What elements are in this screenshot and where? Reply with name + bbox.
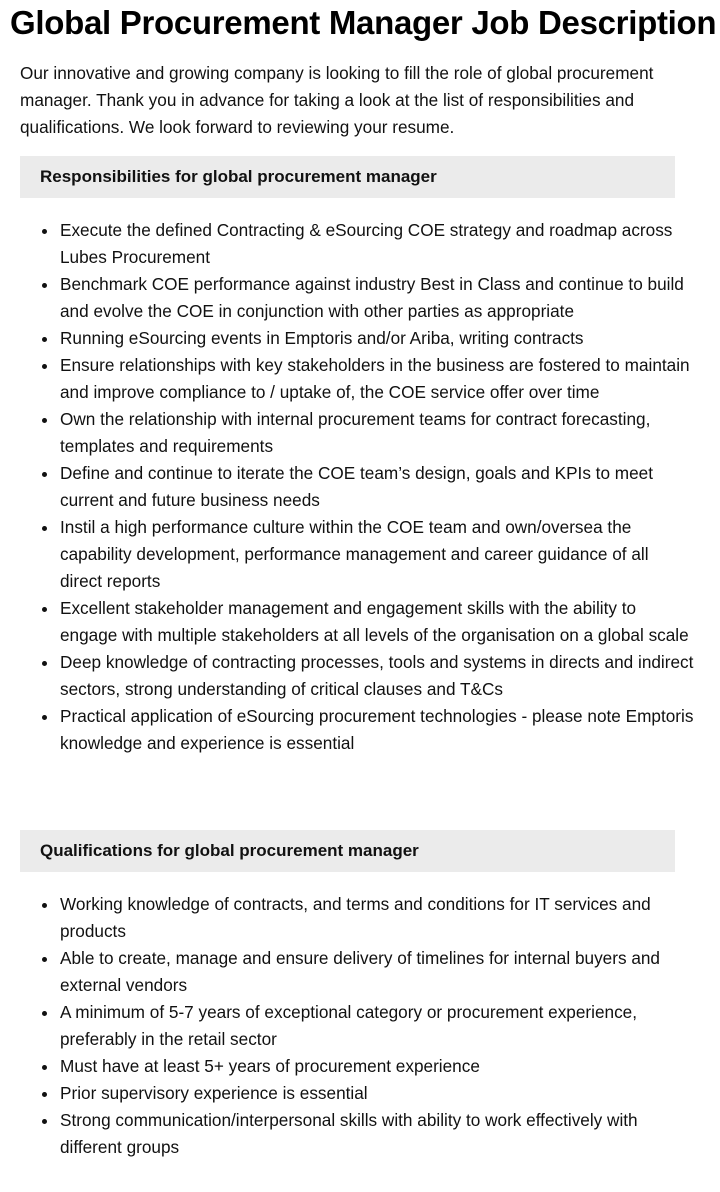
qualifications-list [20,891,695,1161]
list-item: Able to create, manage and ensure delivery of timelines for internal buyers and external vendors [60,945,695,999]
list-item: Benchmark COE performance against industry Best in Class and continue to build and evolve the COE in conjunction with other parties as appropriate [60,271,695,325]
list-item: Strong communication/interpersonal skills with ability to work effectively with different groups [60,1107,695,1161]
list-item: Practical application of eSourcing procurement technologies - please note Emptoris knowledge and experience is essential [60,703,695,757]
list-item: Running eSourcing events in Emptoris and/or Ariba, writing contracts [60,325,695,352]
list-item: A minimum of 5-7 years of exceptional category or procurement experience, preferably in the retail sector [60,999,695,1053]
list-item: Own the relationship with internal procurement teams for contract forecasting, templates and requirements [60,406,695,460]
list-item: Define and continue to iterate the COE team’s design, goals and KPIs to meet current and future business needs [60,460,695,514]
qualifications-heading: Qualifications for global procurement manager [20,830,675,872]
list-item: Prior supervisory experience is essential [60,1080,695,1107]
intro-paragraph: Our innovative and growing company is looking to fill the role of global procurement manager. Thank you in advance for taking a look at the list of responsibilities and qualifications. We look forward to reviewing your resume. [20,63,654,137]
list-item: Ensure relationships with key stakeholders in the business are fostered to maintain and improve compliance to / uptake of, the COE service offer over time [60,352,695,406]
list-item: Deep knowledge of contracting processes, tools and systems in directs and indirect sectors, strong understanding of critical clauses and T&Cs [60,649,695,703]
list-item: Execute the defined Contracting & eSourcing COE strategy and roadmap across Lubes Procurement [60,217,695,271]
list-item: Must have at least 5+ years of procurement experience [60,1053,695,1080]
page-title: Global Procurement Manager Job Description [10,4,717,41]
list-item: Instil a high performance culture within the COE team and own/oversea the capability development, performance management and career guidance of all direct reports [60,514,695,595]
list-item: Working knowledge of contracts, and terms and conditions for IT services and products [60,891,695,945]
responsibilities-heading: Responsibilities for global procurement manager [20,156,675,198]
list-item: Excellent stakeholder management and engagement skills with the ability to engage with multiple stakeholders at all levels of the organisation on a global scale [60,595,695,649]
responsibilities-list [20,217,695,757]
